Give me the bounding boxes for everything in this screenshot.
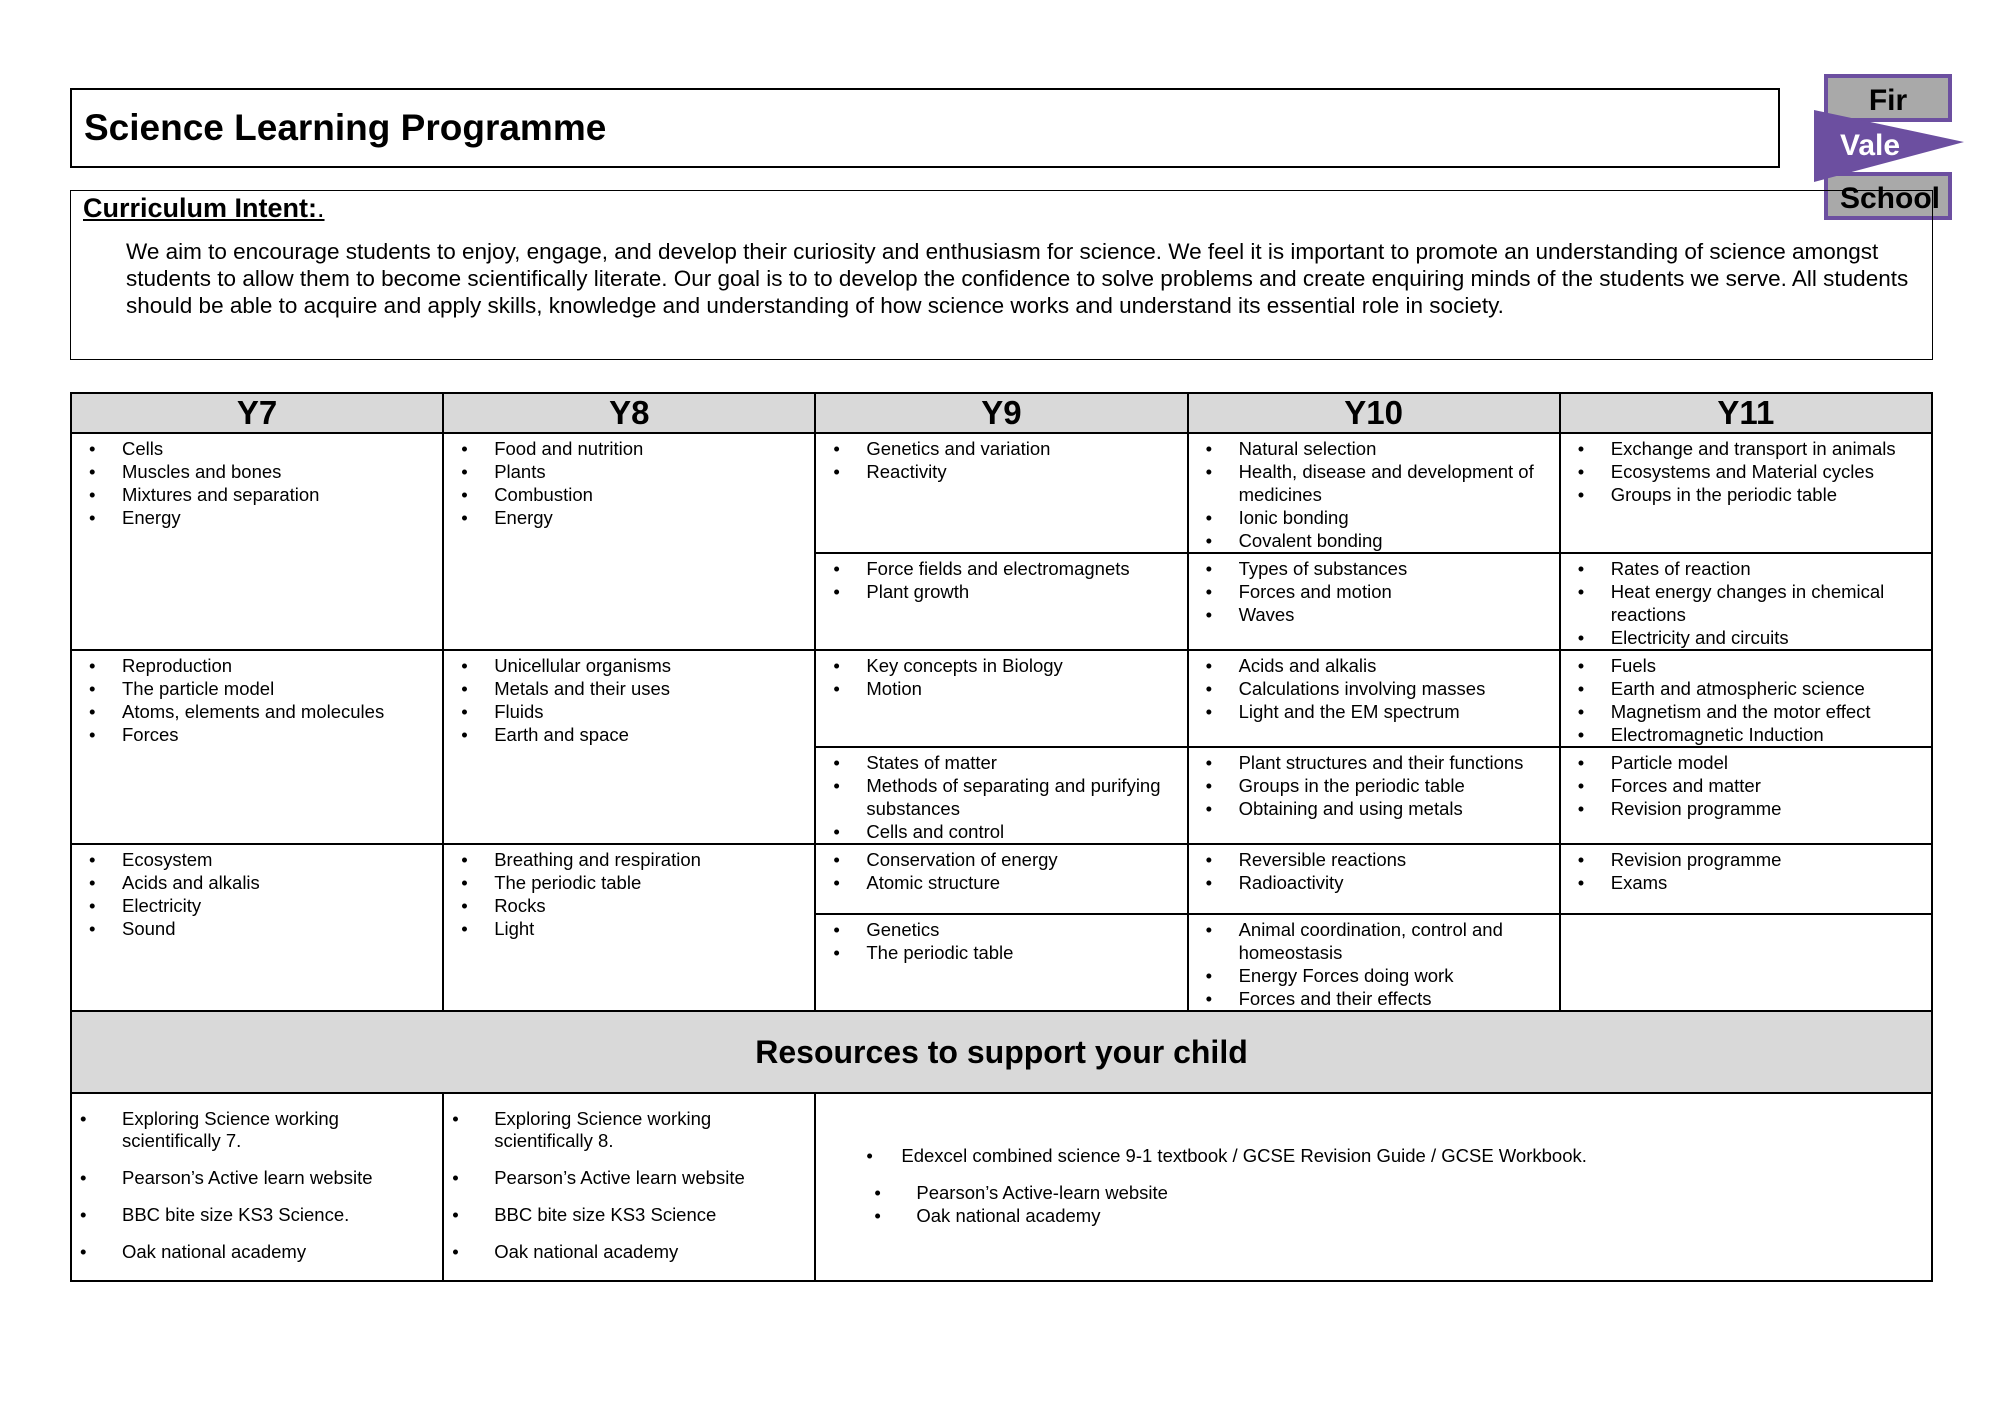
resource-item: • Exploring Science working scientifically 8. (444, 1108, 814, 1152)
topic-list (1561, 554, 1931, 649)
title-box (70, 88, 1780, 168)
topic-list (444, 845, 814, 940)
resource-item: • Oak national academy (866, 1204, 1931, 1227)
topic-list (1189, 915, 1559, 1010)
topic-item: • Cells (72, 437, 442, 460)
year-header: Y11 (1560, 393, 1932, 433)
resource-item: • Pearson’s Active learn website (72, 1167, 442, 1189)
topic-list (1189, 434, 1559, 552)
topic-cell (1188, 747, 1560, 844)
curriculum-intent (70, 190, 1933, 360)
topic-list (816, 915, 1186, 964)
topic-item: • Cells and control (816, 820, 1186, 843)
topic-item: • Radioactivity (1189, 871, 1559, 894)
topic-cell (443, 433, 815, 650)
topic-cell (1560, 650, 1932, 747)
topic-cell (71, 844, 443, 1011)
topic-cell (1188, 553, 1560, 650)
topic-item: • Natural selection (1189, 437, 1559, 460)
topic-item: • Conservation of energy (816, 848, 1186, 871)
topic-item: • Genetics and variation (816, 437, 1186, 460)
topic-cell (71, 433, 443, 650)
topic-item: • Electricity and circuits (1561, 626, 1931, 649)
topic-item: • Rates of reaction (1561, 557, 1931, 580)
resource-list (866, 1181, 1931, 1227)
topic-item: • Ionic bonding (1189, 506, 1559, 529)
year-header: Y10 (1188, 393, 1560, 433)
resources-y8 (443, 1093, 815, 1281)
resource-list (72, 1094, 442, 1263)
topic-item: • Ecosystems and Material cycles (1561, 460, 1931, 483)
topic-cell (815, 747, 1187, 844)
topic-item: • Combustion (444, 483, 814, 506)
topic-item: • Waves (1189, 603, 1559, 626)
topic-item: • Fuels (1561, 654, 1931, 677)
topic-item: • Unicellular organisms (444, 654, 814, 677)
topic-item: • Electricity (72, 894, 442, 917)
resource-item: • Oak national academy (444, 1241, 814, 1263)
topic-item: • Particle model (1561, 751, 1931, 774)
topic-cell (1188, 650, 1560, 747)
resource-item: • Oak national academy (72, 1241, 442, 1263)
topic-list (444, 651, 814, 746)
topic-item: • Rocks (444, 894, 814, 917)
topic-item: • Light and the EM spectrum (1189, 700, 1559, 723)
topic-item: • Forces (72, 723, 442, 746)
topic-item: • Forces and motion (1189, 580, 1559, 603)
topic-item: • Plants (444, 460, 814, 483)
topic-item: • Acids and alkalis (1189, 654, 1559, 677)
topic-cell (443, 650, 815, 844)
topic-item: • Mixtures and separation (72, 483, 442, 506)
year-header: Y9 (815, 393, 1187, 433)
topic-item: • Energy (72, 506, 442, 529)
resources-gcse (815, 1093, 1932, 1281)
topic-item: • The particle model (72, 677, 442, 700)
year-header-row (71, 393, 1932, 433)
topic-list (72, 434, 442, 529)
resource-item: • Pearson’s Active-learn website (866, 1181, 1931, 1204)
topic-item: • Forces and matter (1561, 774, 1931, 797)
topic-item: • Force fields and electromagnets (816, 557, 1186, 580)
intent-heading: Curriculum Intent:. (83, 193, 325, 223)
topic-item: • Revision programme (1561, 848, 1931, 871)
topic-item: • Types of substances (1189, 557, 1559, 580)
topic-list (1561, 651, 1931, 746)
topic-cell (71, 650, 443, 844)
topic-item: • Electromagnetic Induction (1561, 723, 1931, 746)
topic-list (1189, 651, 1559, 723)
topic-item: • Plant structures and their functions (1189, 751, 1559, 774)
topic-item: • Obtaining and using metals (1189, 797, 1559, 820)
topic-item: • Fluids (444, 700, 814, 723)
topic-item: • Forces and their effects (1189, 987, 1559, 1010)
topic-item: • Breathing and respiration (444, 848, 814, 871)
topic-item: • Groups in the periodic table (1189, 774, 1559, 797)
topic-cell (1188, 914, 1560, 1011)
topic-list (1561, 845, 1931, 894)
topic-item: • Key concepts in Biology (816, 654, 1186, 677)
intent-text: We aim to encourage students to enjoy, engage, and develop their curiosity and enthusiasm for science. We feel it is important to promote an understanding of science amongst students to allow them to become scientifically literate. Our goal is to to develop the confidence to solve problems and create enquiring minds of the students we serve. All students should be able to acquire and apply skills, knowledge and understanding of how science works and understand its essential role in society. (126, 239, 1909, 318)
topic-item: • Exams (1561, 871, 1931, 894)
topic-item: • Atomic structure (816, 871, 1186, 894)
topic-cell (1560, 914, 1932, 1011)
topic-item: • Sound (72, 917, 442, 940)
topic-item: • Plant growth (816, 580, 1186, 603)
topic-list (816, 845, 1186, 894)
topic-item: • Ecosystem (72, 848, 442, 871)
year-header: Y7 (71, 393, 443, 433)
resource-list (444, 1094, 814, 1263)
gcse-resource-main: • Edexcel combined science 9-1 textbook / GCSE Revision Guide / GCSE Workbook. (866, 1144, 1931, 1167)
topic-item: • Calculations involving masses (1189, 677, 1559, 700)
topic-list (1189, 845, 1559, 894)
topic-item: • Reproduction (72, 654, 442, 677)
resources-y7 (71, 1093, 443, 1281)
topic-item: • Animal coordination, control and homeostasis (1189, 918, 1559, 964)
resource-item: • BBC bite size KS3 Science. (72, 1204, 442, 1226)
page-title: Science Learning Programme (84, 107, 607, 148)
topic-cell (815, 433, 1187, 553)
resource-item: • Exploring Science working scientifically 7. (72, 1108, 442, 1152)
topic-cell (1560, 433, 1932, 553)
topic-cell (1188, 433, 1560, 553)
topic-item: • Exchange and transport in animals (1561, 437, 1931, 460)
topic-cell (1188, 844, 1560, 914)
topic-list (72, 651, 442, 746)
topic-item: • Food and nutrition (444, 437, 814, 460)
topic-item: • Metals and their uses (444, 677, 814, 700)
topic-cell (1560, 747, 1932, 844)
topic-list (816, 651, 1186, 700)
topic-item: • The periodic table (444, 871, 814, 894)
resource-item: • Pearson’s Active learn website (444, 1167, 814, 1189)
topic-cell (815, 844, 1187, 914)
topic-item: • Muscles and bones (72, 460, 442, 483)
topic-item: • Heat energy changes in chemical reactions (1561, 580, 1931, 626)
topic-item: • Reversible reactions (1189, 848, 1559, 871)
topic-item: • Genetics (816, 918, 1186, 941)
topic-cell (815, 553, 1187, 650)
topic-list (1189, 748, 1559, 820)
curriculum-table (70, 392, 1933, 1282)
topic-cell (443, 844, 815, 1011)
resource-item: • BBC bite size KS3 Science (444, 1204, 814, 1226)
resources-heading: Resources to support your child (71, 1011, 1932, 1093)
topic-list (816, 748, 1186, 843)
topic-item: • Energy Forces doing work (1189, 964, 1559, 987)
topic-item: • States of matter (816, 751, 1186, 774)
topic-cell (815, 650, 1187, 747)
topic-item: • Reactivity (816, 460, 1186, 483)
year-header: Y8 (443, 393, 815, 433)
topic-list (1561, 915, 1931, 918)
topic-item: • The periodic table (816, 941, 1186, 964)
topic-cell (1560, 553, 1932, 650)
topic-item: • Atoms, elements and molecules (72, 700, 442, 723)
topic-cell (1560, 844, 1932, 914)
topic-item: • Health, disease and development of medicines (1189, 460, 1559, 506)
topic-list (816, 434, 1186, 483)
topic-item: • Earth and space (444, 723, 814, 746)
topic-item: • Magnetism and the motor effect (1561, 700, 1931, 723)
topic-cell (815, 914, 1187, 1011)
logo-word-1: Fir (1868, 84, 1908, 117)
topic-list (816, 554, 1186, 603)
topic-list (1561, 434, 1931, 506)
topic-list (72, 845, 442, 940)
topic-list (444, 434, 814, 529)
topic-item: • Light (444, 917, 814, 940)
topic-list (1561, 748, 1931, 820)
topic-item: • Motion (816, 677, 1186, 700)
topic-item: • Earth and atmospheric science (1561, 677, 1931, 700)
topic-item: • Energy (444, 506, 814, 529)
logo-word-2: Vale (1839, 129, 1901, 162)
logo-word-3: School (1839, 182, 1941, 215)
topic-item: • Methods of separating and purifying substances (816, 774, 1186, 820)
topic-item: • Revision programme (1561, 797, 1931, 820)
topic-item: • Covalent bonding (1189, 529, 1559, 552)
topic-item: • Groups in the periodic table (1561, 483, 1931, 506)
topic-list (1189, 554, 1559, 626)
topic-item: • Acids and alkalis (72, 871, 442, 894)
